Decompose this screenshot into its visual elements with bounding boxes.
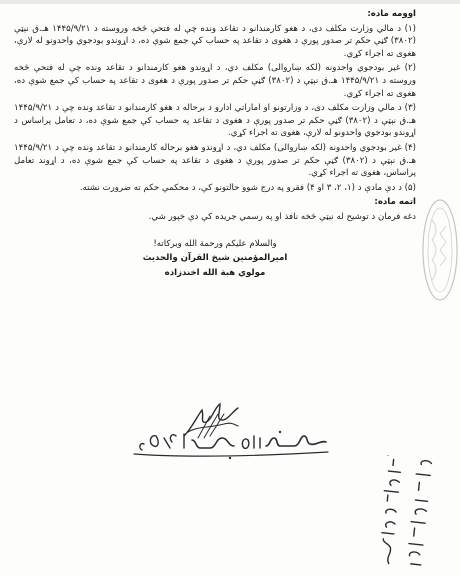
closing-greeting: والسلام علیکم ورحمة الله وبرکاته! [153, 238, 277, 249]
official-seal-icon [418, 196, 458, 304]
clause-1: (۱) د مالي وزارت مکلف دی، د هغو کارمندانو د تقاعد ونده چې له فتحې څخه وروسته د ۱۴۴۵/۹/۲۱ هـ.ق نېټې (۳۸۰۲) ګڼې حکم تر صدور پورې د هغوی د تقاعد په حساب کې جمع شوې ده، د اړوندو بودجوي واحدونو له لارې، هغوی ته اجراء کړي. [14, 23, 416, 59]
clause-3: (۳) د مالي وزارت مکلف دی، د وزارتونو او اماراتي ادارو د برحاله د هغو کارمندانو د تقاعد ونده چې د ۱۴۴۵/۹/۲۱ هـ.ق نېټې د (۳۸۰۲) ګڼې حکم تر صدور پورې د هغوی د تقاعد په حساب کې جمع شوې ده، د تعامل پراساس د اړوندو بودجوي واحدونو له لارې، هغوی ته اجراء کړي. [14, 103, 416, 139]
decree-body [14, 8, 416, 279]
article-7-heading: اوومه ماده: [367, 9, 416, 19]
signer-title: امیرالمؤمنین شیخ القرآن والحدیث [142, 253, 288, 264]
article-8-text: دغه فرمان د توشیح له نېټې څخه نافذ او په رسمي جریده کې دې خپور شي. [148, 211, 416, 222]
scan-top-edge [0, 0, 460, 4]
signer-name: مولوي هبة الله اخندزاده [164, 267, 266, 278]
clause-2: (۲) غیر بودجوي واحدونه (لکه ښاروالی) مکلف دي، د اړوندو هغو کارمندانو د تقاعد ونده چې له فتحې څخه وروسته د ۱۴۴۵/۹/۲۱ هـ.ق نېټې د (۳۸۰۲) ګڼې حکم تر صدور پورې د هغوی د تقاعد په حساب کې جمع شوې ده، هغوی ته اجراء کړي. [14, 63, 416, 99]
article-8-heading: اتمه ماده: [374, 197, 416, 208]
clause-5: (۵) د دې مادې د (۱، ۲، ۳ او ۴) فقرو په درج شوو حالتونو کې، د محکمې حکم ته ضرورت نشته. [79, 182, 416, 193]
registration-note-icon [360, 455, 450, 573]
handwritten-date-icon [130, 424, 330, 468]
clause-4: (۴) غیر بودجوي واحدونه (لکه ښاروالی) مکلف دي، د اړوندو هغو برحاله کارمندانو د تقاعد ونده چې د ۱۴۴۵/۹/۲۱ هـ.ق نېټې د (۳۸۰۲) ګڼې حکم تر صدور پورې د هغوی د تقاعد په حساب کې جمع شوې ده، د اړوند تعامل پراساس، هغوی ته اجراء کړي. [14, 142, 416, 179]
